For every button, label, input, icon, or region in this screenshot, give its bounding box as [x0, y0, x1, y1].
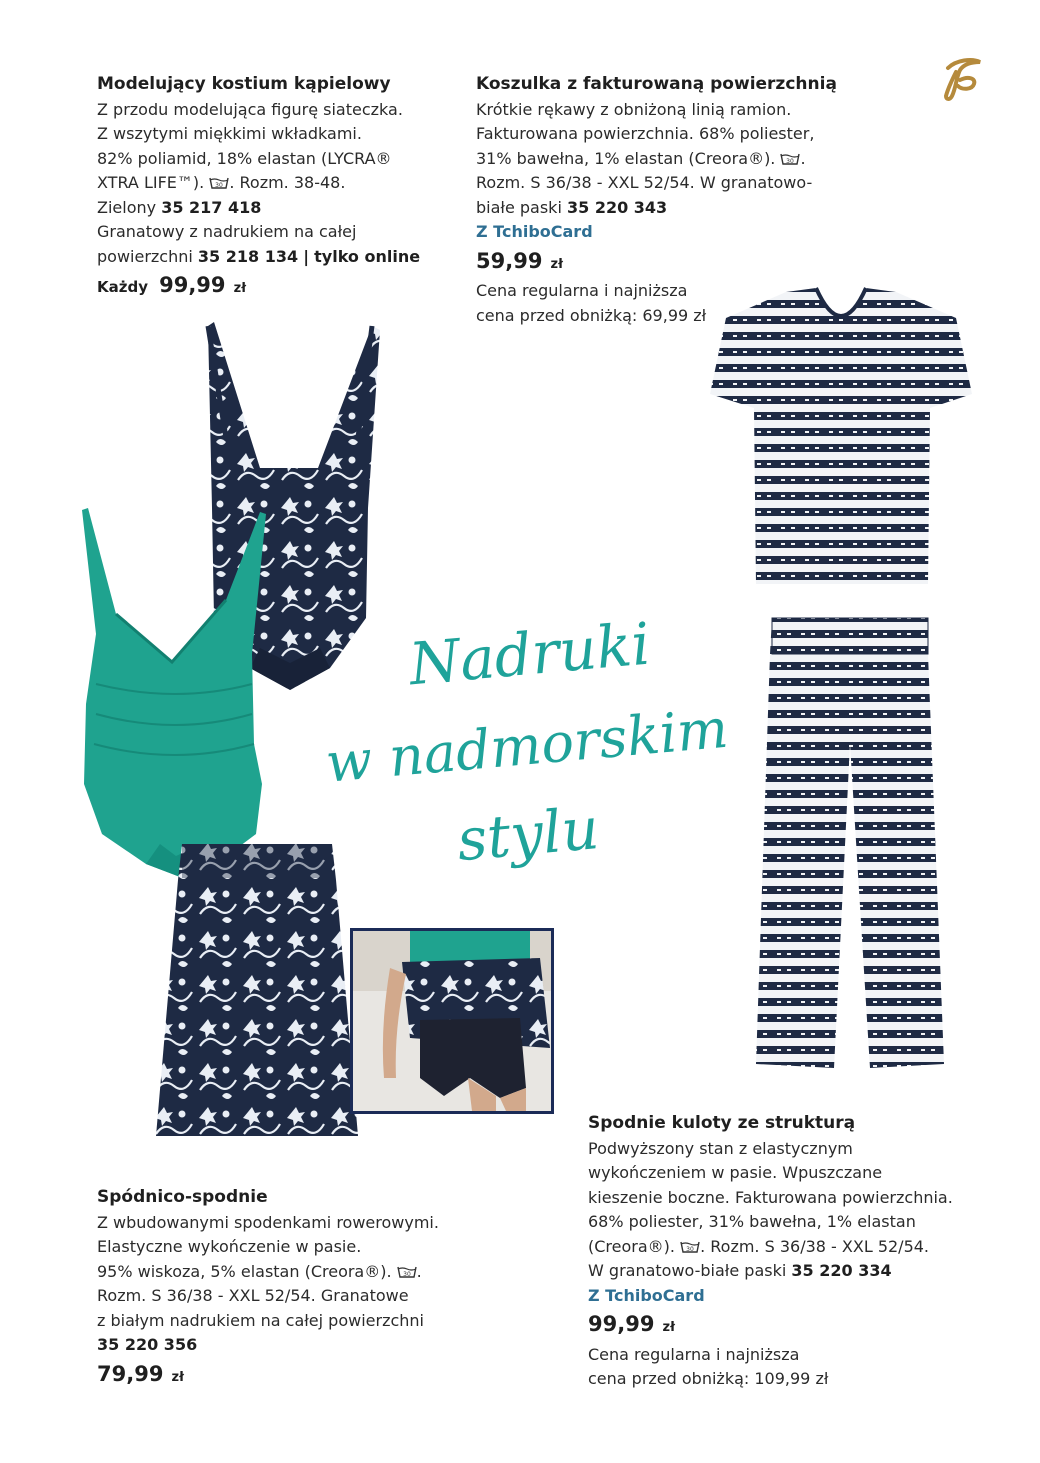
culottes-line: 68% poliester, 31% bawełna, 1% elastan: [588, 1212, 916, 1231]
culottes-article-number: 35 220 334: [791, 1261, 892, 1280]
swimsuit-line: Z przodu modelująca figurę siateczka.: [97, 99, 403, 119]
tshirt-price: 59,99: [476, 248, 543, 273]
striped-culottes-image: [750, 614, 950, 1074]
swimsuit-line: Z wszytymi miękkimi wkładkami.: [97, 124, 362, 143]
currency: zł: [662, 1320, 675, 1335]
wash-30-icon: [209, 176, 229, 190]
tshirt-material-text: 31% bawełna, 1% elastan (Creora®).: [476, 148, 776, 168]
skort-line: z białym nadrukiem na całej powierzchni: [97, 1310, 424, 1330]
period: .: [416, 1261, 422, 1281]
wash-30-icon: [780, 152, 800, 166]
currency: zł: [550, 256, 563, 272]
online-only-badge: tylko online: [314, 246, 421, 266]
tchibocard-label: Z TchiboCard: [476, 222, 593, 241]
each-label: Każdy: [97, 278, 148, 296]
wash-30-icon: [397, 1265, 417, 1279]
regular-price-note: Cena regularna i najniższa: [588, 1344, 800, 1364]
swimsuit-description: [97, 72, 457, 304]
skort-title: Spódnico-spodnie: [97, 1187, 268, 1207]
slogan-line-1: Nadruki: [406, 609, 653, 699]
tchibocard-label: Z TchiboCard: [588, 1285, 705, 1305]
culottes-title: Spodnie kuloty ze strukturą: [588, 1113, 856, 1133]
svg-text:30: 30: [402, 1270, 411, 1278]
culottes-description: [588, 1111, 988, 1392]
swimsuit-article-number-green: 35 217 418: [161, 197, 262, 217]
skort-description: [97, 1185, 477, 1392]
swimsuit-line: [97, 245, 457, 270]
culottes-line: Podwyższony stan z elastycznym: [588, 1138, 853, 1158]
svg-text:30: 30: [686, 1245, 694, 1253]
skort-line: Elastyczne wykończenie w pasie.: [97, 1237, 362, 1256]
culottes-line: kieszenie boczne. Fakturowana powierzchnia.: [588, 1187, 953, 1207]
slogan-line-3: stylu: [454, 794, 602, 875]
culottes-line: [588, 1259, 988, 1284]
slogan-script: [318, 605, 738, 895]
culottes-size-text: . Rozm. S 36/38 - XXL 52/54.: [700, 1236, 930, 1256]
tshirt-color-text: białe paski: [476, 197, 562, 217]
skort-price: 79,99: [97, 1361, 164, 1386]
tshirt-price-row: [476, 249, 876, 278]
tshirt-line: [476, 196, 876, 221]
tshirt-article-number: 35 220 343: [566, 197, 668, 217]
swimsuit-line: [97, 171, 457, 196]
tshirt-line: [476, 147, 876, 172]
culottes-material-text: (Creora®).: [588, 1236, 675, 1256]
skort-line: Z wbudowanymi spodenkami rowerowymi.: [97, 1212, 439, 1232]
regular-price-note: Cena regularna i najniższa: [476, 281, 688, 300]
tshirt-line: Rozm. S 36/38 - XXL 52/54. W granatowo-: [476, 173, 813, 192]
skort-line: Rozm. S 36/38 - XXL 52/54. Granatowe: [97, 1286, 409, 1305]
tshirt-line: Krótkie rękawy z obniżoną linią ramion.: [476, 99, 792, 119]
culottes-line: [588, 1235, 988, 1260]
swimsuit-size-text: . Rozm. 38-48.: [229, 173, 346, 192]
tshirt-title: Koszulka z fakturowaną powierzchnią: [476, 74, 837, 94]
regular-price-note: cena przed obniżką: 109,99 zł: [588, 1369, 829, 1388]
separator: |: [303, 246, 310, 266]
swimsuit-line: [97, 196, 457, 221]
swimsuit-title: Modelujący kostium kąpielowy: [97, 74, 391, 94]
culottes-price-row: [588, 1312, 988, 1341]
swimsuit-material-text: XTRA LIFE™).: [97, 173, 205, 192]
swimsuit-line: Granatowy z nadrukiem na całej: [97, 222, 357, 241]
culottes-line: wykończeniem w pasie. Wpuszczane: [588, 1163, 883, 1182]
currency: zł: [233, 281, 247, 296]
skort-material-text: 95% wiskoza, 5% elastan (Creora®).: [97, 1261, 392, 1281]
striped-tshirt-image: [706, 284, 976, 592]
period: .: [800, 148, 806, 168]
svg-text:30: 30: [215, 182, 224, 189]
swimsuit-line: 82% poliamid, 18% elastan (LYCRA®: [97, 148, 392, 168]
wash-30-icon: [680, 1240, 700, 1254]
skort-price-row: [97, 1362, 477, 1391]
swimsuit-article-number-navy: 35 218 134: [197, 246, 299, 266]
skort-article-number: 35 220 356: [97, 1335, 198, 1354]
swimsuit-color-navy: powierzchni: [97, 246, 193, 266]
currency: zł: [171, 1369, 184, 1385]
swimsuit-price-row: [97, 273, 457, 302]
slogan-line-2: w nadmorskim: [323, 696, 731, 795]
regular-price-note: cena przed obniżką: 69,99 zł: [476, 305, 707, 325]
skort-line: [97, 1260, 477, 1285]
culottes-color-text: W granatowo-białe paski: [588, 1261, 787, 1280]
tshirt-line: Fakturowana powierzchnia. 68% poliester,: [476, 124, 815, 143]
tchibo-logo-icon: [942, 54, 984, 102]
svg-text:30: 30: [786, 157, 795, 165]
swimsuit-price: 99,99: [159, 273, 226, 297]
swimsuit-color-green: Zielony: [97, 197, 157, 217]
green-swimsuit-image: [76, 504, 276, 882]
skort-model-detail-photo: [350, 928, 554, 1114]
culottes-price: 99,99: [588, 1312, 655, 1336]
